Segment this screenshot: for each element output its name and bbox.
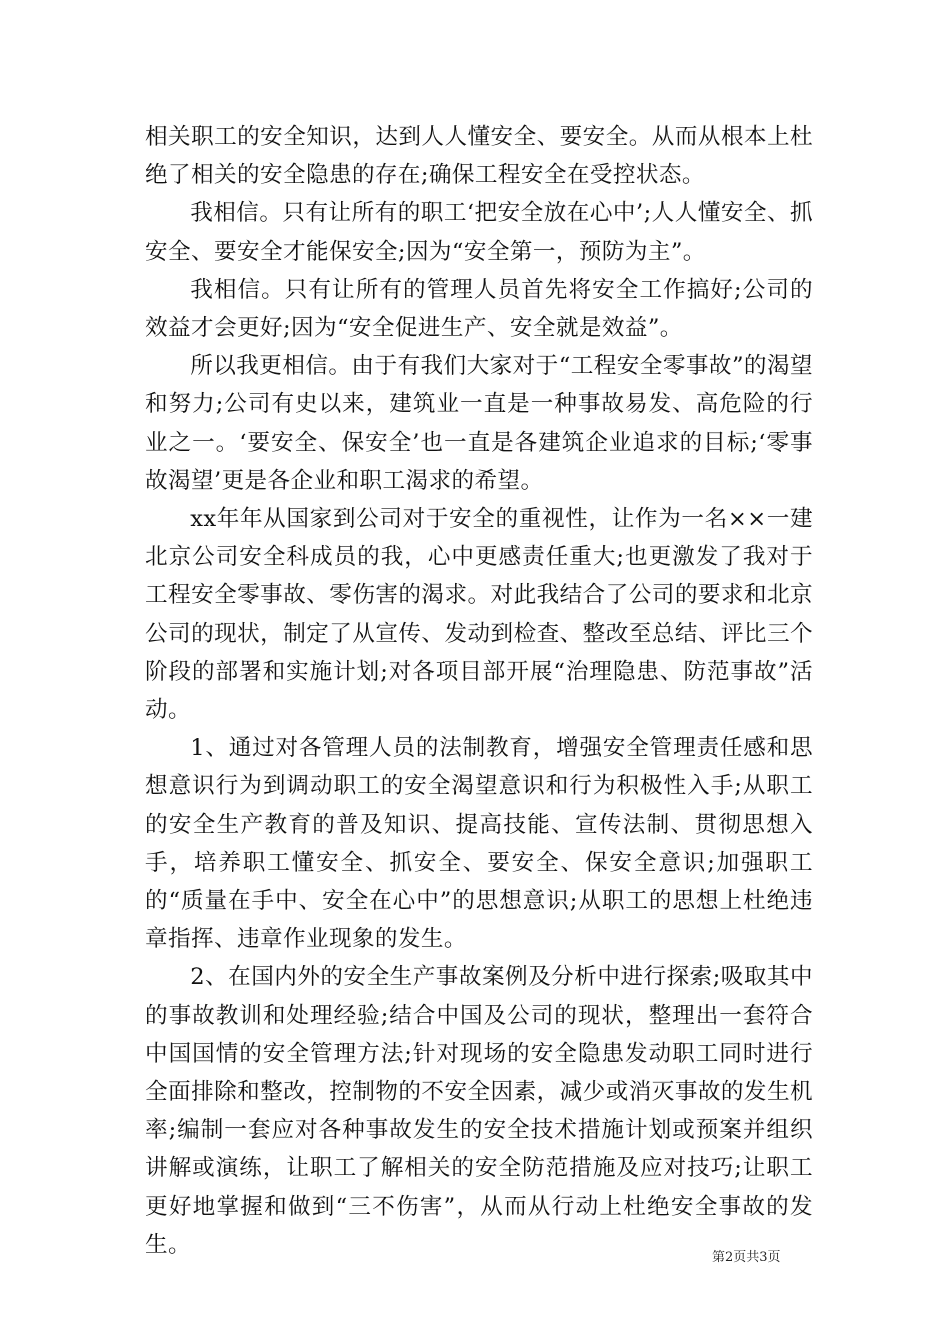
paragraph-3: 我相信。只有让所有的管理人员首先将安全工作搞好;公司的效益才会更好;因为“安全促进生产、安全就是效益”。 [145,276,813,342]
document-body [145,118,813,1264]
page-number-footer: 第2页共3页 [712,1250,781,1265]
paragraph-4: 所以我更相信。由于有我们大家对于“工程安全零事故”的渴望和努力;公司有史以来，建筑业一直是一种事故易发、高危险的行业之一。‘要安全、保安全’也一直是各建筑企业追求的目标;‘零事故渴望’更是各企业和职工渴求的希望。 [145,353,813,494]
paragraph-5: xx年年从国家到公司对于安全的重视性，让作为一名××一建北京公司安全科成员的我，心中更感责任重大;也更激发了我对于工程安全零事故、零伤害的渴求。对此我结合了公司的要求和北京公司的现状，制定了从宣传、发动到检查、整改至总结、评比三个阶段的部署和实施计划;对各项目部开展“治理隐患、防范事故”活动。 [145,506,813,724]
paragraph-6: 1、通过对各管理人员的法制教育，增强安全管理责任感和思想意识行为到调动职工的安全渴望意识和行为积极性入手;从职工的安全生产教育的普及知识、提高技能、宣传法制、贯彻思想入手，培养职工懂安全、抓安全、要安全、保安全意识;加强职工的“质量在手中、安全在心中”的思想意识;从职工的思想上杜绝违章指挥、违章作业现象的发生。 [145,735,813,953]
paragraph-7: 2、在国内外的安全生产事故案例及分析中进行探索;吸取其中的事故教训和处理经验;结合中国及公司的现状，整理出一套符合中国国情的安全管理方法;针对现场的安全隐患发动职工同时进行全面排除和整改，控制物的不安全因素，减少或消灭事故的发生机率;编制一套应对各种事故发生的安全技术措施计划或预案并组织讲解或演练，让职工了解相关的安全防范措施及应对技巧;让职工更好地掌握和做到“三不伤害”，从而从行动上杜绝安全事故的发生。 [145,964,813,1258]
paragraph-2: 我相信。只有让所有的职工‘把安全放在心中’;人人懂安全、抓安全、要安全才能保安全;因为“安全第一，预防为主”。 [145,200,813,265]
paragraph-1: 相关职工的安全知识，达到人人懂安全、要安全。从而从根本上杜绝了相关的安全隐患的存在;确保工程安全在受控状态。 [145,124,813,189]
